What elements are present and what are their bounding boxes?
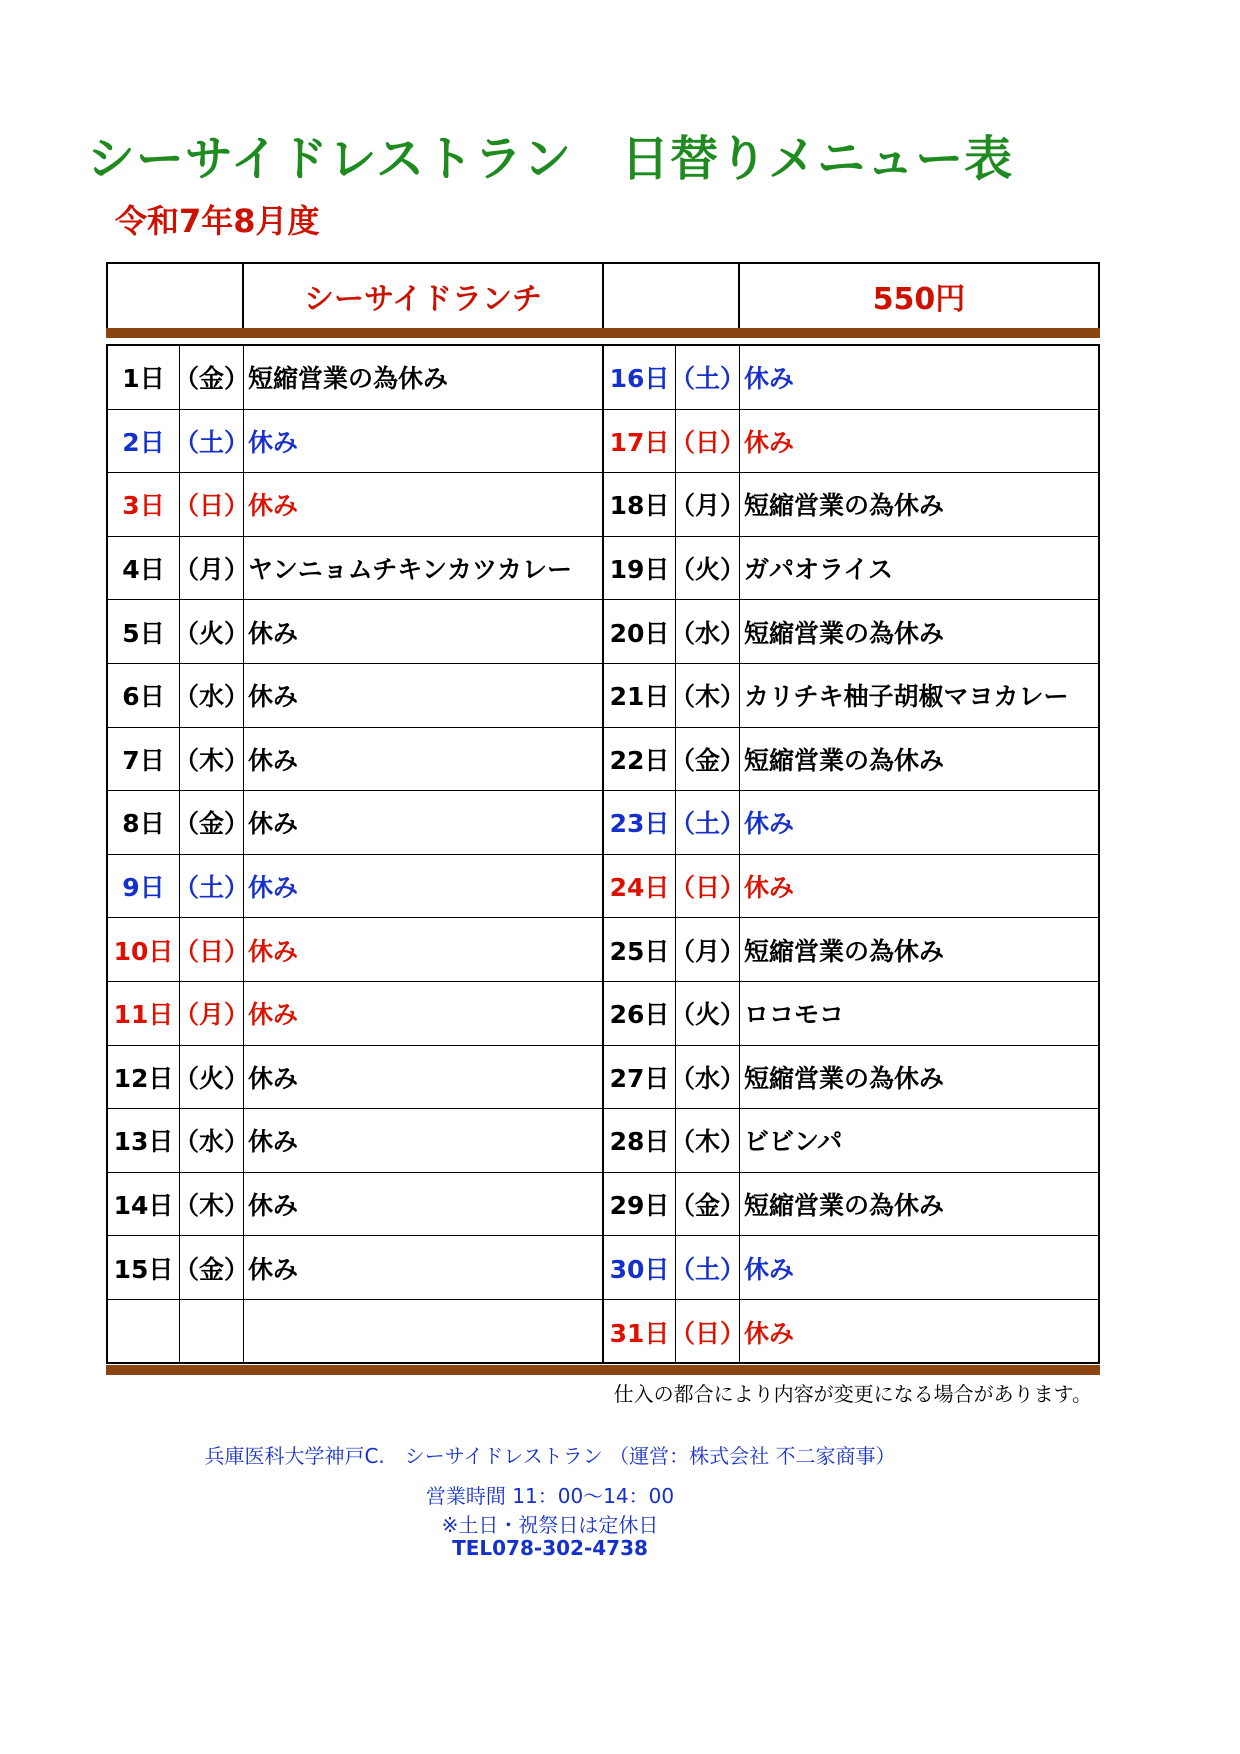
menu-header (106, 262, 1100, 330)
table-row (108, 537, 1098, 601)
weekday-cell: （水） (180, 1109, 244, 1172)
weekday-cell: （土） (180, 410, 244, 473)
table-row (108, 664, 1098, 728)
weekday-cell (180, 1300, 244, 1364)
day-cell: 6日 (108, 664, 180, 727)
page-title: シーサイドレストラン 日替りメニュー表 (86, 131, 1014, 187)
day-cell: 15日 (108, 1236, 180, 1299)
day-cell: 16日 (604, 346, 676, 409)
table-row (108, 346, 1098, 410)
day-cell: 27日 (604, 1046, 676, 1109)
footer-location: 兵庫医科大学神戸C. シーサイドレストラン （運営：株式会社 不二家商事） (204, 1444, 896, 1468)
table-row (108, 791, 1098, 855)
weekday-cell: （火） (676, 537, 740, 600)
weekday-cell: （水） (676, 1046, 740, 1109)
footer-divider-bar (106, 1365, 1100, 1375)
weekday-cell: （火） (180, 1046, 244, 1109)
weekday-cell: （木） (180, 728, 244, 791)
menu-cell: 休み (244, 664, 604, 727)
day-cell: 2日 (108, 410, 180, 473)
table-row (108, 600, 1098, 664)
day-cell: 5日 (108, 600, 180, 663)
menu-cell: 短縮営業の為休み (744, 491, 945, 521)
weekday-cell: （日） (676, 855, 740, 918)
day-cell: 29日 (604, 1173, 676, 1236)
weekday-cell: （水） (676, 600, 740, 663)
weekday-cell: （土） (676, 346, 740, 409)
weekday-cell: （木） (180, 1173, 244, 1236)
day-cell: 10日 (108, 918, 180, 981)
change-notice: 仕入の都合により内容が変更になる場合があります。 (613, 1382, 1092, 1406)
menu-cell: 休み (244, 728, 604, 791)
day-cell: 30日 (604, 1236, 676, 1299)
weekday-cell: （月） (676, 918, 740, 981)
menu-cell: 短縮営業の為休み (744, 1191, 945, 1221)
weekday-cell: （日） (676, 410, 740, 473)
day-cell: 31日 (604, 1300, 676, 1364)
weekday-cell: （木） (676, 1109, 740, 1172)
menu-cell: カリチキ柚子胡椒マヨカレー (744, 682, 1069, 712)
menu-cell: 休み (244, 855, 604, 918)
menu-cell: 休み (244, 918, 604, 981)
weekday-cell: （木） (676, 664, 740, 727)
footer-phone: TEL078-302-4738 (452, 1536, 648, 1560)
day-cell: 11日 (108, 982, 180, 1045)
menu-cell: ガパオライス (744, 555, 894, 585)
weekday-cell: （金） (676, 1173, 740, 1236)
table-row (108, 1236, 1098, 1300)
footer-closed-days: ※土日・祝祭日は定休日 (441, 1513, 659, 1537)
weekday-cell: （火） (676, 982, 740, 1045)
menu-cell: 休み (744, 873, 795, 903)
menu-cell: 休み (244, 1236, 604, 1299)
day-cell: 18日 (604, 473, 676, 536)
menu-cell: 短縮営業の為休み (744, 618, 945, 648)
menu-cell: 休み (244, 473, 604, 536)
weekday-cell: （土） (180, 855, 244, 918)
menu-cell: 休み (744, 1254, 795, 1284)
menu-cell: 休み (744, 364, 795, 394)
weekday-cell: （土） (676, 791, 740, 854)
menu-cell: 短縮営業の為休み (744, 936, 945, 966)
day-cell: 12日 (108, 1046, 180, 1109)
day-cell: 17日 (604, 410, 676, 473)
day-cell: 24日 (604, 855, 676, 918)
day-cell: 8日 (108, 791, 180, 854)
weekday-cell: （水） (180, 664, 244, 727)
menu-cell: 短縮営業の為休み (244, 346, 604, 409)
table-row (108, 1173, 1098, 1237)
menu-table (106, 344, 1100, 1364)
menu-cell: 休み (244, 1173, 604, 1236)
menu-cell: ビビンパ (744, 1127, 843, 1157)
weekday-cell: （月） (180, 537, 244, 600)
menu-cell: 休み (244, 982, 604, 1045)
day-cell: 4日 (108, 537, 180, 600)
menu-cell: 休み (744, 809, 795, 839)
weekday-cell: （金） (180, 1236, 244, 1299)
table-row (108, 855, 1098, 919)
weekday-cell: （金） (676, 728, 740, 791)
table-row (108, 1300, 1098, 1364)
day-cell: 13日 (108, 1109, 180, 1172)
menu-cell: ヤンニョムチキンカツカレー (244, 537, 604, 600)
menu-cell: 休み (244, 1109, 604, 1172)
header-lunch-name: シーサイドランチ (244, 264, 604, 328)
day-cell: 20日 (604, 600, 676, 663)
weekday-cell: （月） (676, 473, 740, 536)
menu-cell: 休み (244, 600, 604, 663)
day-cell: 25日 (604, 918, 676, 981)
menu-cell: 短縮営業の為休み (744, 745, 945, 775)
weekday-cell: （月） (180, 982, 244, 1045)
table-row (108, 918, 1098, 982)
header-divider-bar (106, 328, 1100, 338)
table-row (108, 1109, 1098, 1173)
day-cell: 26日 (604, 982, 676, 1045)
day-cell: 19日 (604, 537, 676, 600)
table-row (108, 982, 1098, 1046)
weekday-cell: （日） (180, 473, 244, 536)
table-row (108, 728, 1098, 792)
menu-cell: 休み (244, 1046, 604, 1109)
day-cell: 22日 (604, 728, 676, 791)
weekday-cell: （火） (180, 600, 244, 663)
footer-hours: 営業時間 11：00～14：00 (425, 1484, 675, 1508)
day-cell: 7日 (108, 728, 180, 791)
weekday-cell: （金） (180, 346, 244, 409)
menu-cell: 短縮営業の為休み (744, 1063, 945, 1093)
menu-cell: 休み (244, 410, 604, 473)
day-cell: 28日 (604, 1109, 676, 1172)
header-blank-left (108, 264, 244, 328)
menu-cell: ロコモコ (744, 1000, 845, 1030)
weekday-cell: （日） (180, 918, 244, 981)
day-cell: 3日 (108, 473, 180, 536)
table-row (108, 1046, 1098, 1110)
day-cell: 1日 (108, 346, 180, 409)
day-cell: 21日 (604, 664, 676, 727)
weekday-cell: （土） (676, 1236, 740, 1299)
day-cell: 23日 (604, 791, 676, 854)
weekday-cell: （日） (676, 1300, 740, 1364)
day-cell: 9日 (108, 855, 180, 918)
month-label: 令和7年8月度 (115, 202, 320, 240)
menu-cell: 休み (744, 427, 795, 457)
menu-cell: 休み (244, 791, 604, 854)
header-blank-right (604, 264, 740, 328)
menu-cell: 休み (744, 1318, 795, 1348)
weekday-cell: （金） (180, 791, 244, 854)
day-cell (108, 1300, 180, 1364)
header-price: 550円 (872, 282, 966, 317)
day-cell: 14日 (108, 1173, 180, 1236)
table-row (108, 410, 1098, 474)
table-row (108, 473, 1098, 537)
menu-cell (244, 1300, 604, 1364)
